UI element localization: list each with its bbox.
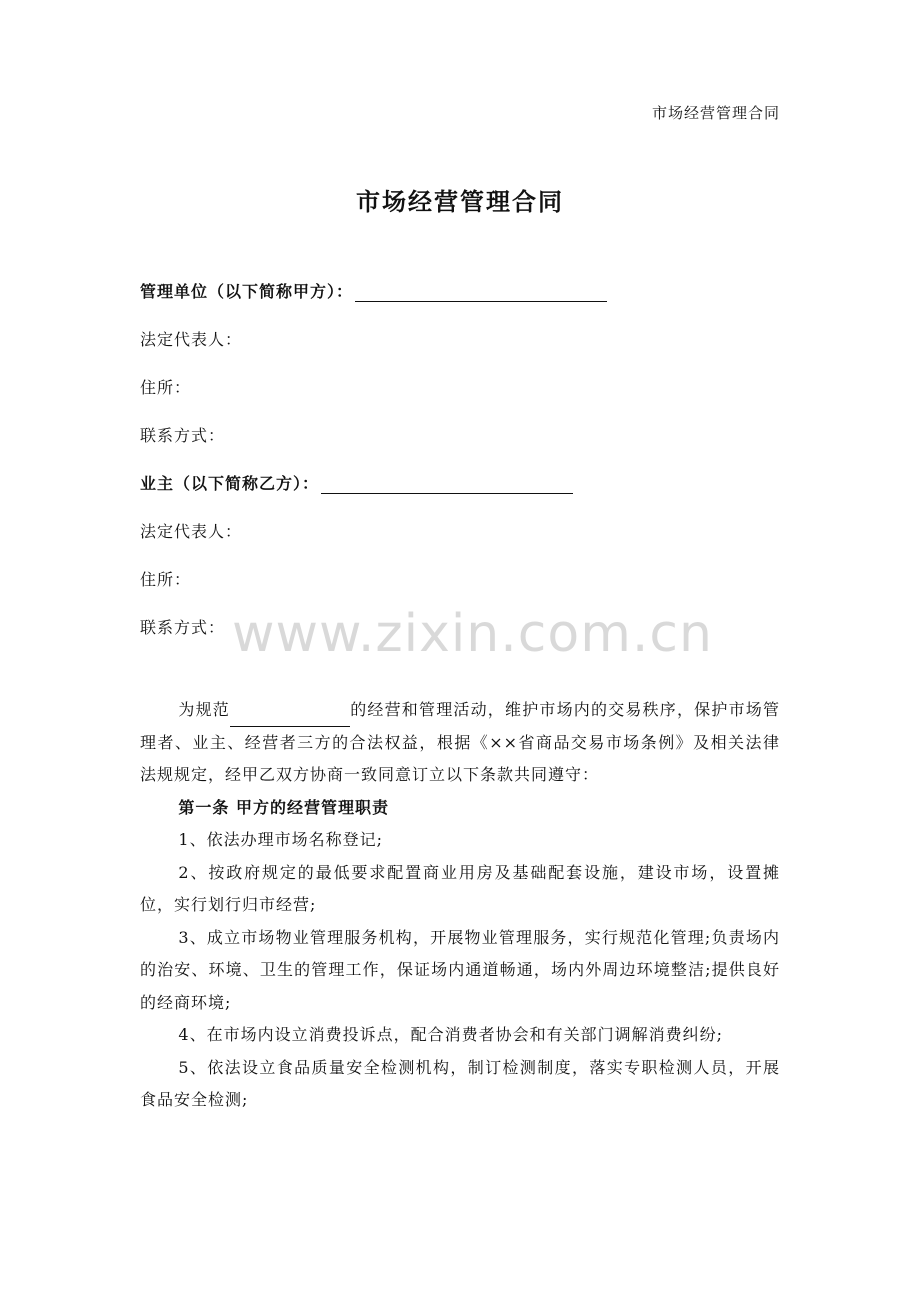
party-a-address: 住所：: [140, 378, 192, 397]
preamble-paragraph: [140, 694, 780, 792]
party-b-blank: [321, 475, 573, 494]
party-b-representative: 法定代表人：: [140, 522, 243, 541]
party-b-contact: 联系方式：: [140, 618, 226, 637]
party-a-line: [140, 279, 607, 302]
preamble-rest: 的经营和管理活动，维护市场内的交易秩序，保护市场管理者、业主、经营者三方的合法权益，根据《××省商品交易市场条例》及相关法律法规规定，经甲乙双方协商一致同意订立以下条款共同遵守：: [140, 700, 780, 784]
article-1-item-1: 1、依法办理市场名称登记;: [178, 830, 383, 849]
party-a-blank: [355, 283, 607, 302]
party-b-label: 业主（以下简称乙方）：: [140, 474, 320, 493]
article-1-item-3: 3、成立市场物业管理服务机构，开展物业管理服务，实行规范化管理;负责场内的治安、环境、卫生的管理工作，保证场内通道畅通，场内外周边环境整洁;提供良好的经商环境;: [140, 927, 780, 1012]
party-a-label: 管理单位（以下简称甲方）：: [140, 282, 354, 301]
party-b-line: [140, 471, 573, 494]
preamble-blank: [230, 706, 350, 727]
contract-body: [140, 694, 780, 1117]
preamble-start: 为规范: [178, 700, 230, 719]
party-b-address: 住所：: [140, 570, 192, 589]
article-1-item-4: 4、在市场内设立消费投诉点，配合消费者协会和有关部门调解消费纠纷;: [178, 1025, 723, 1044]
running-header: 市场经营管理合同: [651, 104, 780, 122]
party-a-contact: 联系方式：: [140, 426, 226, 445]
article-1-heading: 第一条 甲方的经营管理职责: [178, 797, 389, 817]
article-1-item-5: 5、依法设立食品质量安全检测机构，制订检测制度，落实专职检测人员，开展食品安全检测;: [140, 1057, 780, 1109]
watermark: www.zixin.com.cn: [232, 604, 713, 664]
party-a-representative: 法定代表人：: [140, 330, 243, 349]
document-title: 市场经营管理合同: [356, 187, 564, 216]
article-1-item-2: 2、按政府规定的最低要求配置商业用房及基础配套设施，建设市场，设置摊位，实行划行归市经营;: [140, 862, 780, 914]
